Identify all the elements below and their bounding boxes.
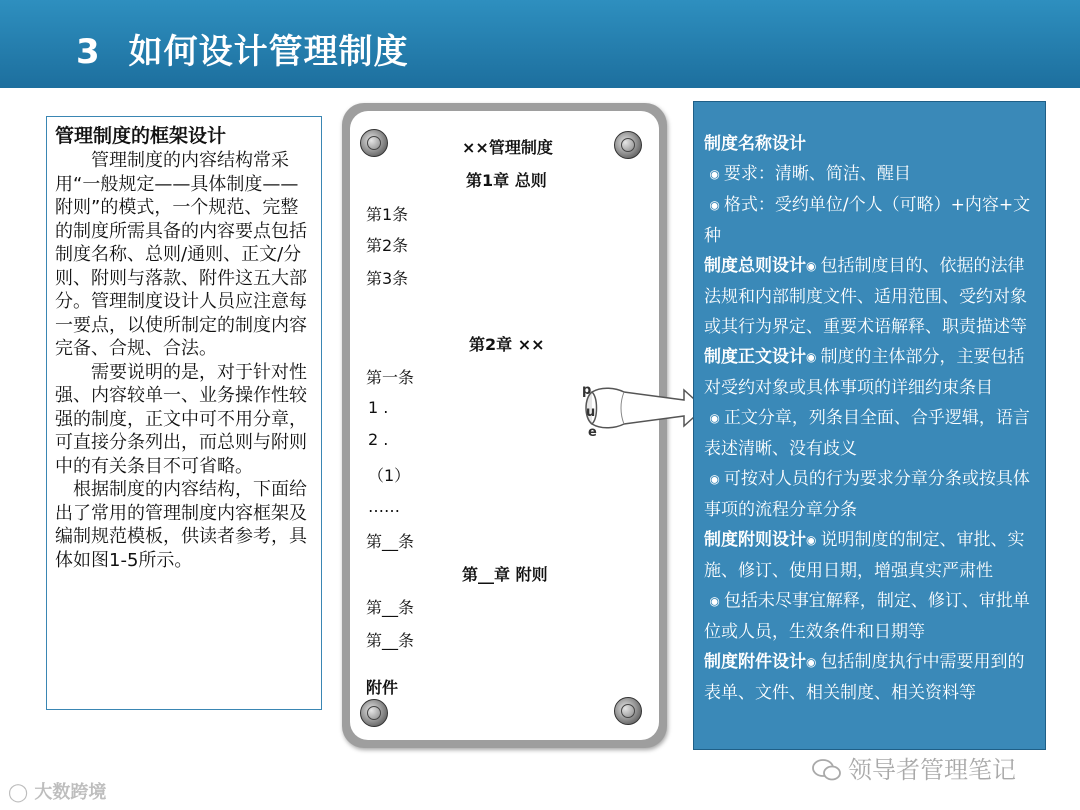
template-chapter-last: 第__章 附则: [462, 565, 548, 584]
template-chapter-2: 第2章 ××: [469, 335, 545, 354]
framework-description-box: [46, 116, 322, 710]
bullet-icon: ◉: [709, 594, 720, 608]
template-item: 2 .: [368, 430, 389, 449]
template-item: 第__条: [366, 598, 415, 617]
bullet-icon: ◉: [709, 198, 720, 212]
main-design-text: 制度的主体部分，主要包括对受约对象或具体事项的详细约束条目: [704, 347, 1025, 398]
main-design-bullet-2: 可按对人员的行为要求分章分条或按具体事项的流程分章分条: [704, 469, 1030, 520]
svg-text:p: p: [582, 383, 592, 398]
supplementary-design-bullet: 包括未尽事宜解释，制定、修订、审批单位或人员，生效条件和日期等: [704, 591, 1030, 642]
framework-title: 管理制度的框架设计: [55, 125, 227, 147]
svg-text:e: e: [588, 425, 597, 440]
bullet-icon: ◉: [806, 533, 817, 547]
main-design-heading: 制度正文设计: [704, 347, 806, 367]
template-item: （1）: [368, 466, 411, 485]
framework-paragraph-3: 根据制度的内容结构，下面给出了常用的管理制度内容框架及编制规范模板，供读者参考，具体如图1-5所示。: [55, 479, 307, 571]
attachment-design-text: 包括制度执行中需要用到的表单、文件、相关制度、相关资料等: [704, 652, 1025, 703]
template-item: ……: [368, 497, 400, 516]
template-attachment: 附件: [366, 678, 399, 697]
template-item: 1 .: [368, 398, 389, 417]
screw-icon: [360, 129, 388, 157]
design-guidelines-box: [693, 101, 1046, 750]
name-design-format: 格式：受约单位/个人（可略）+内容+文种: [704, 195, 1031, 246]
watermark-right: 领导者管理笔记: [812, 750, 1016, 785]
template-item: 第2条: [366, 236, 409, 255]
header-bar: [0, 0, 1080, 88]
template-item: 第__条: [366, 532, 415, 551]
template-item: 第一条: [366, 368, 415, 387]
watermark-left: ◯ 大数跨境: [8, 782, 107, 803]
template-item: 第__条: [366, 631, 415, 650]
bullet-icon: ◉: [806, 259, 817, 273]
screw-icon: [614, 697, 642, 725]
general-design-heading: 制度总则设计: [704, 256, 806, 276]
section-number: 3: [76, 32, 101, 72]
svg-text:u: u: [586, 405, 596, 420]
name-design-requirement: 要求：清晰、简洁、醒目: [723, 164, 911, 184]
supplementary-design-text: 说明制度的制定、审批、实施、修订、使用日期，增强真实严肃性: [704, 530, 1025, 581]
section-title: 如何设计管理制度: [128, 32, 409, 72]
template-chapter-1: 第1章 总则: [466, 171, 547, 190]
wechat-icon: [812, 759, 842, 781]
screw-icon: [614, 131, 642, 159]
screw-icon: [360, 699, 388, 727]
general-design-text: 包括制度目的、依据的法律法规和内部制度文件、适用范围、受约对象或其行为界定、重要术语解释、职责描述等: [704, 256, 1027, 337]
name-design-heading: 制度名称设计: [704, 134, 806, 154]
scroll-arrow-icon: [580, 378, 710, 448]
bullet-icon: ◉: [806, 350, 817, 364]
attachment-design-heading: 制度附件设计: [704, 652, 806, 672]
bullet-icon: ◉: [709, 167, 720, 181]
template-doc-title: ××管理制度: [462, 138, 553, 157]
framework-paragraph-1: 管理制度的内容结构常采用“一般规定——具体制度——附则”的模式，一个规范、完整的制度所需具备的内容要点包括制度名称、总则/通则、正文/分则、附则与落款、附件这五大部分。管理制度设计人员应注意每一要点，以使所制定的制度内容完备、合规、合法。: [55, 150, 307, 359]
bullet-icon: ◉: [709, 411, 720, 425]
supplementary-design-heading: 制度附则设计: [704, 530, 806, 550]
template-item: 第3条: [366, 269, 409, 288]
bullet-icon: ◉: [806, 655, 817, 669]
template-item: 第1条: [366, 205, 409, 224]
bullet-icon: ◉: [709, 472, 720, 486]
framework-paragraph-2: 需要说明的是，对于针对性强、内容较单一、业务操作性较强的制度，正文中可不用分章，可直接分条列出，而总则与附则中的有关条目不可省略。: [55, 361, 307, 477]
page-title: [76, 24, 409, 73]
main-design-bullet-1: 正文分章，列条目全面、合乎逻辑，语言表述清晰、没有歧义: [704, 408, 1030, 459]
